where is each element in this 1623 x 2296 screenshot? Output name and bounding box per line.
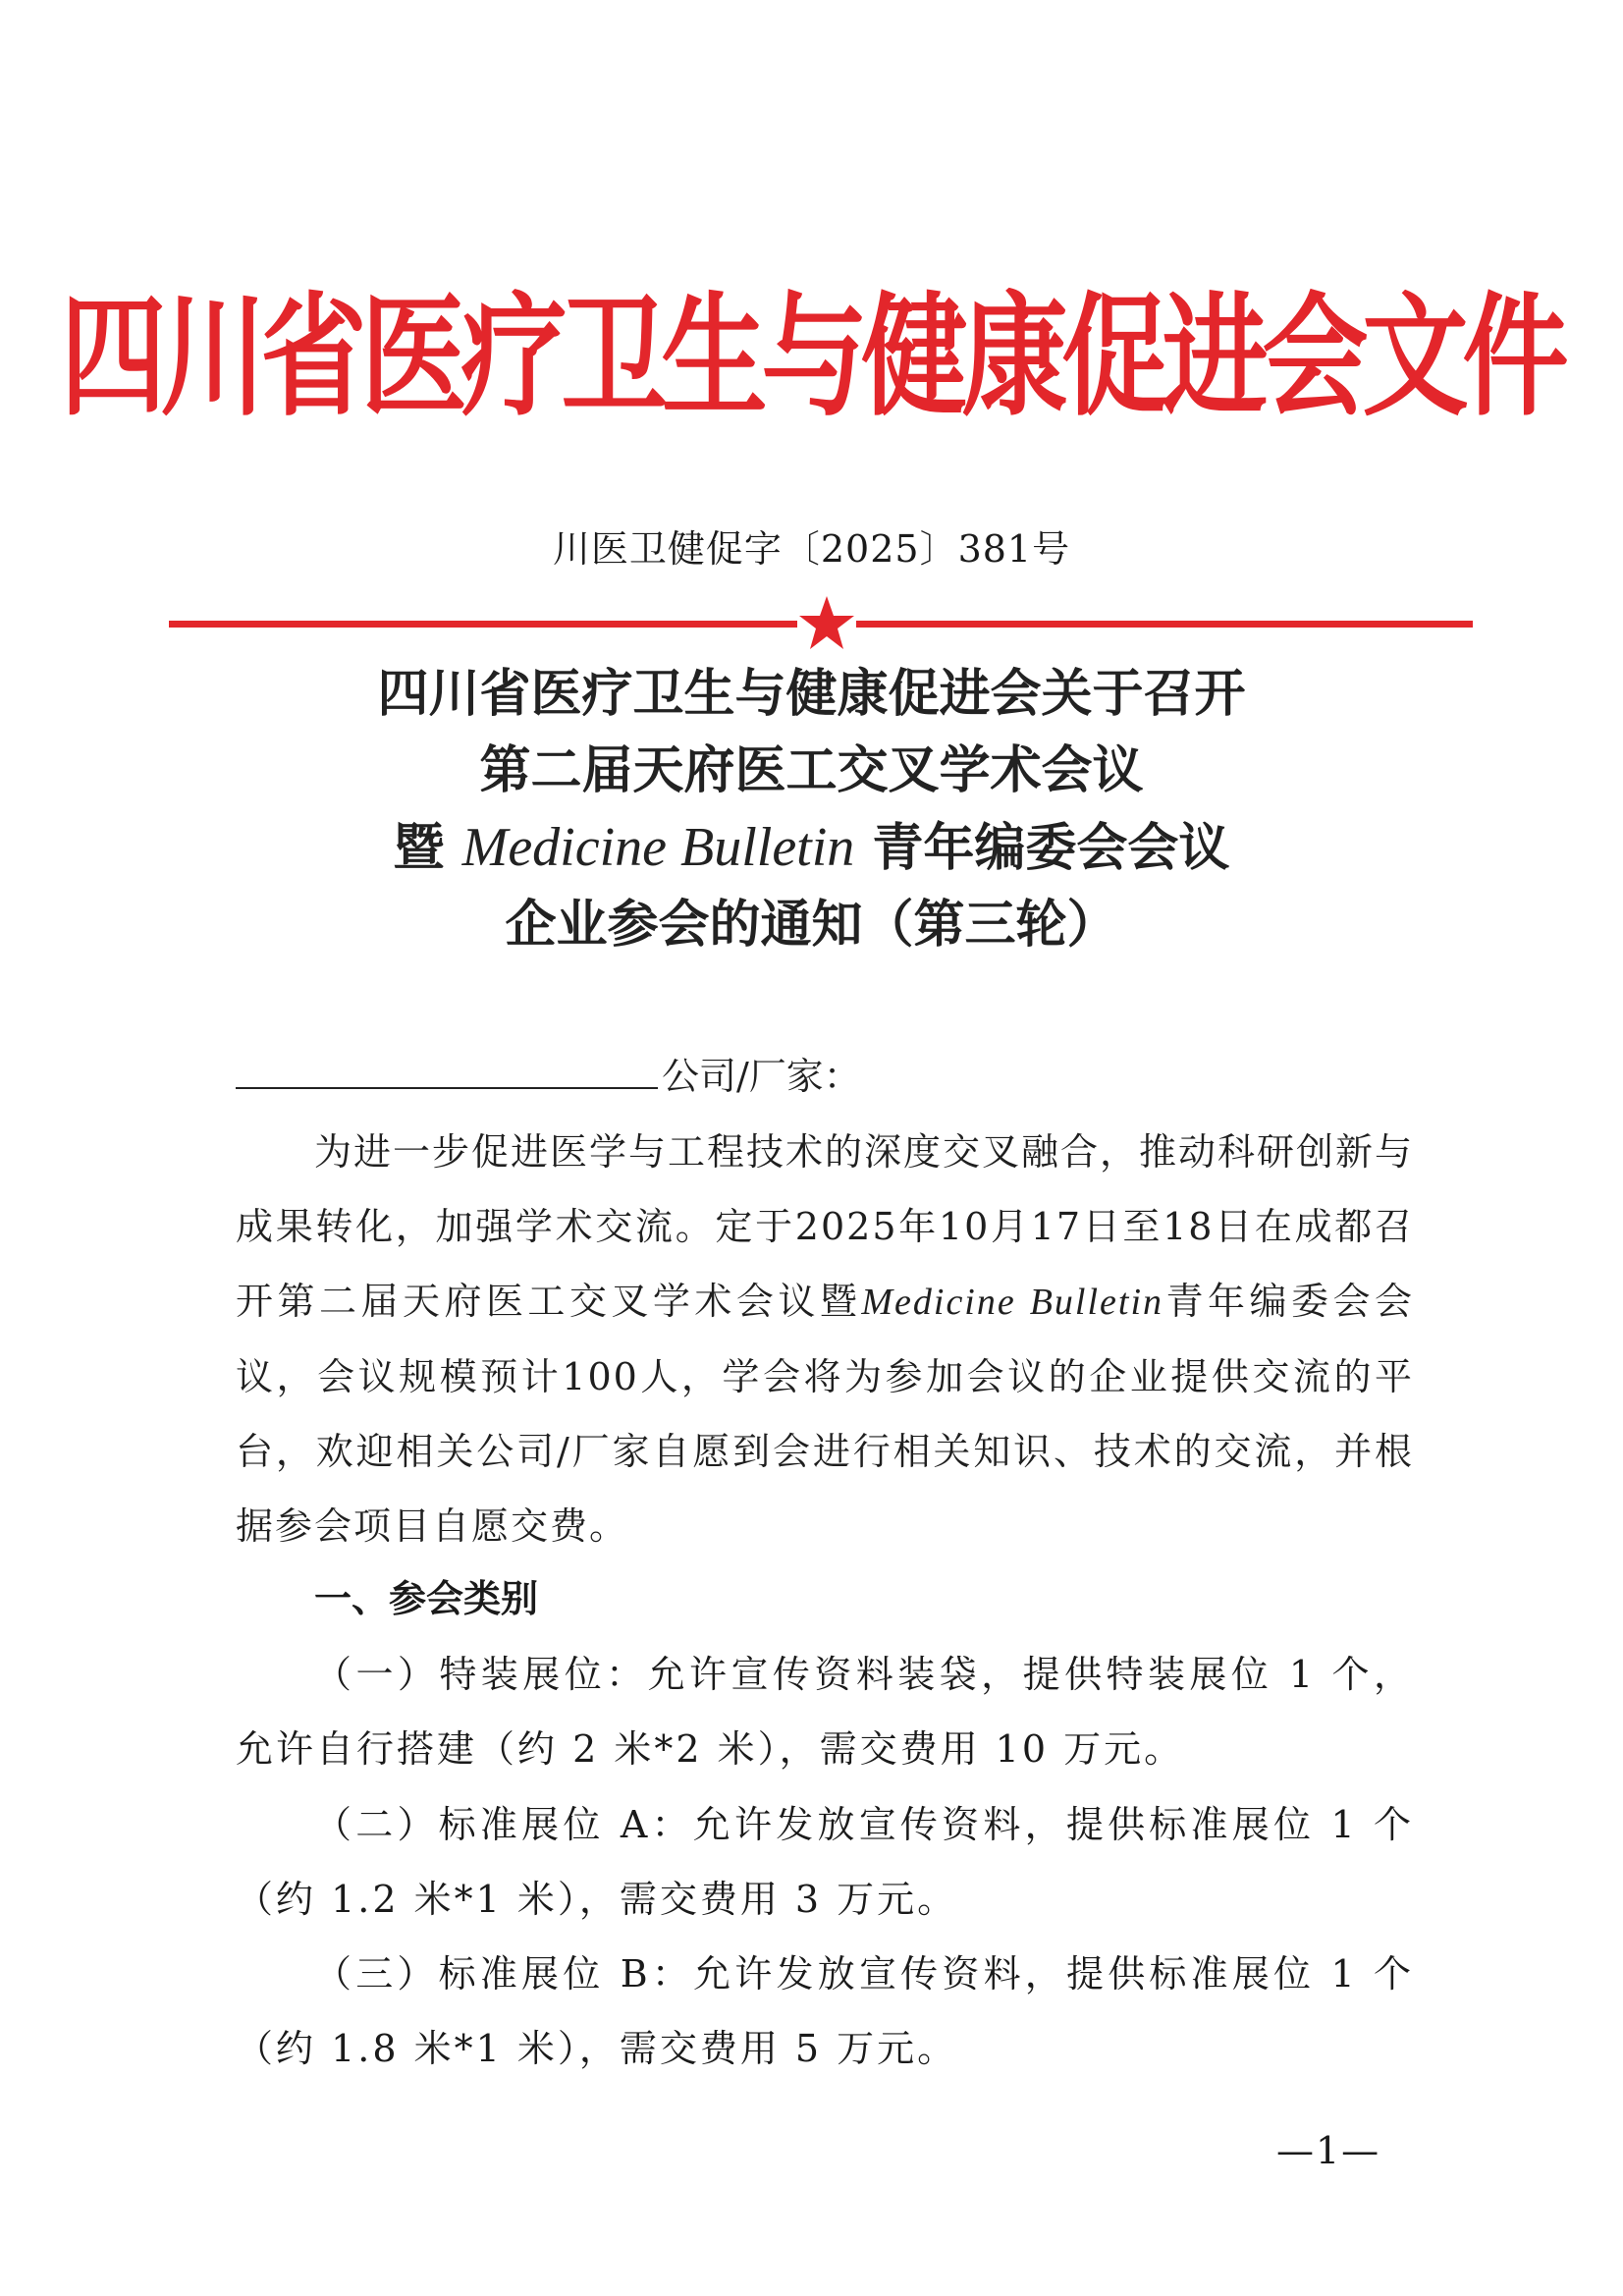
category-item-1: （一）特装展位：允许宣传资料装袋，提供特装展位 1 个，允许自行搭建（约 2 米*2 米），需交费用 10 万元。 (236, 1653, 1414, 1771)
page-number: —1— (1276, 2129, 1381, 2172)
title-line-1: 四川省医疗卫生与健康促进会关于召开 (377, 664, 1246, 724)
salutation-text: 公司/厂家： (662, 1055, 861, 1098)
title-line-3 (0, 809, 1623, 887)
salutation (236, 1039, 1414, 1114)
intro-journal-name: Medicine Bulletin (861, 1282, 1164, 1323)
masthead-title: 四川省医疗卫生与健康促进会文件 (60, 280, 1563, 435)
title-journal-name: Medicine Bulletin (461, 817, 855, 878)
company-name-blank (236, 1048, 658, 1089)
category-item-2: （二）标准展位 A：允许发放宣传资料，提供标准展位 1 个（约 1.2 米*1 米），需交费用 3 万元。 (236, 1803, 1414, 1921)
title-line-2: 第二届天府医工交叉学术会议 (479, 740, 1144, 800)
section-1-heading: 一、参会类别 (314, 1576, 539, 1620)
title-line-4: 企业参会的通知（第三轮） (505, 895, 1118, 955)
intro-paragraph (236, 1115, 1414, 1563)
notice-title (0, 656, 1623, 963)
document-number: 川医卫健促字〔2025〕381号 (552, 527, 1071, 571)
red-rule-left (169, 621, 797, 628)
intro-part-2: 青年编委会会议，会议规模预计100人，学会将为参加会议的企业提供交流的平台，欢迎相关公司/厂家自愿到会进行相关知识、技术的交流，并根据参会项目自愿交费。 (236, 1280, 1414, 1548)
category-item-3: （三）标准展位 B：允许发放宣传资料，提供标准展位 1 个（约 1.8 米*1 米），需交费用 5 万元。 (236, 1952, 1414, 2070)
red-rule-right (856, 621, 1473, 628)
title-line-3-suffix: 青年编委会会议 (872, 818, 1230, 878)
red-star-icon (797, 594, 856, 653)
title-line-3-prefix: 暨 (393, 818, 445, 878)
intro-part-1: 为进一步促进医学与工程技术的深度交叉融合，推动科研创新与成果转化，加强学术交流。定于2025年10月17日至18日在成都召开第二届天府医工交叉学术会议暨 (236, 1130, 1415, 1323)
